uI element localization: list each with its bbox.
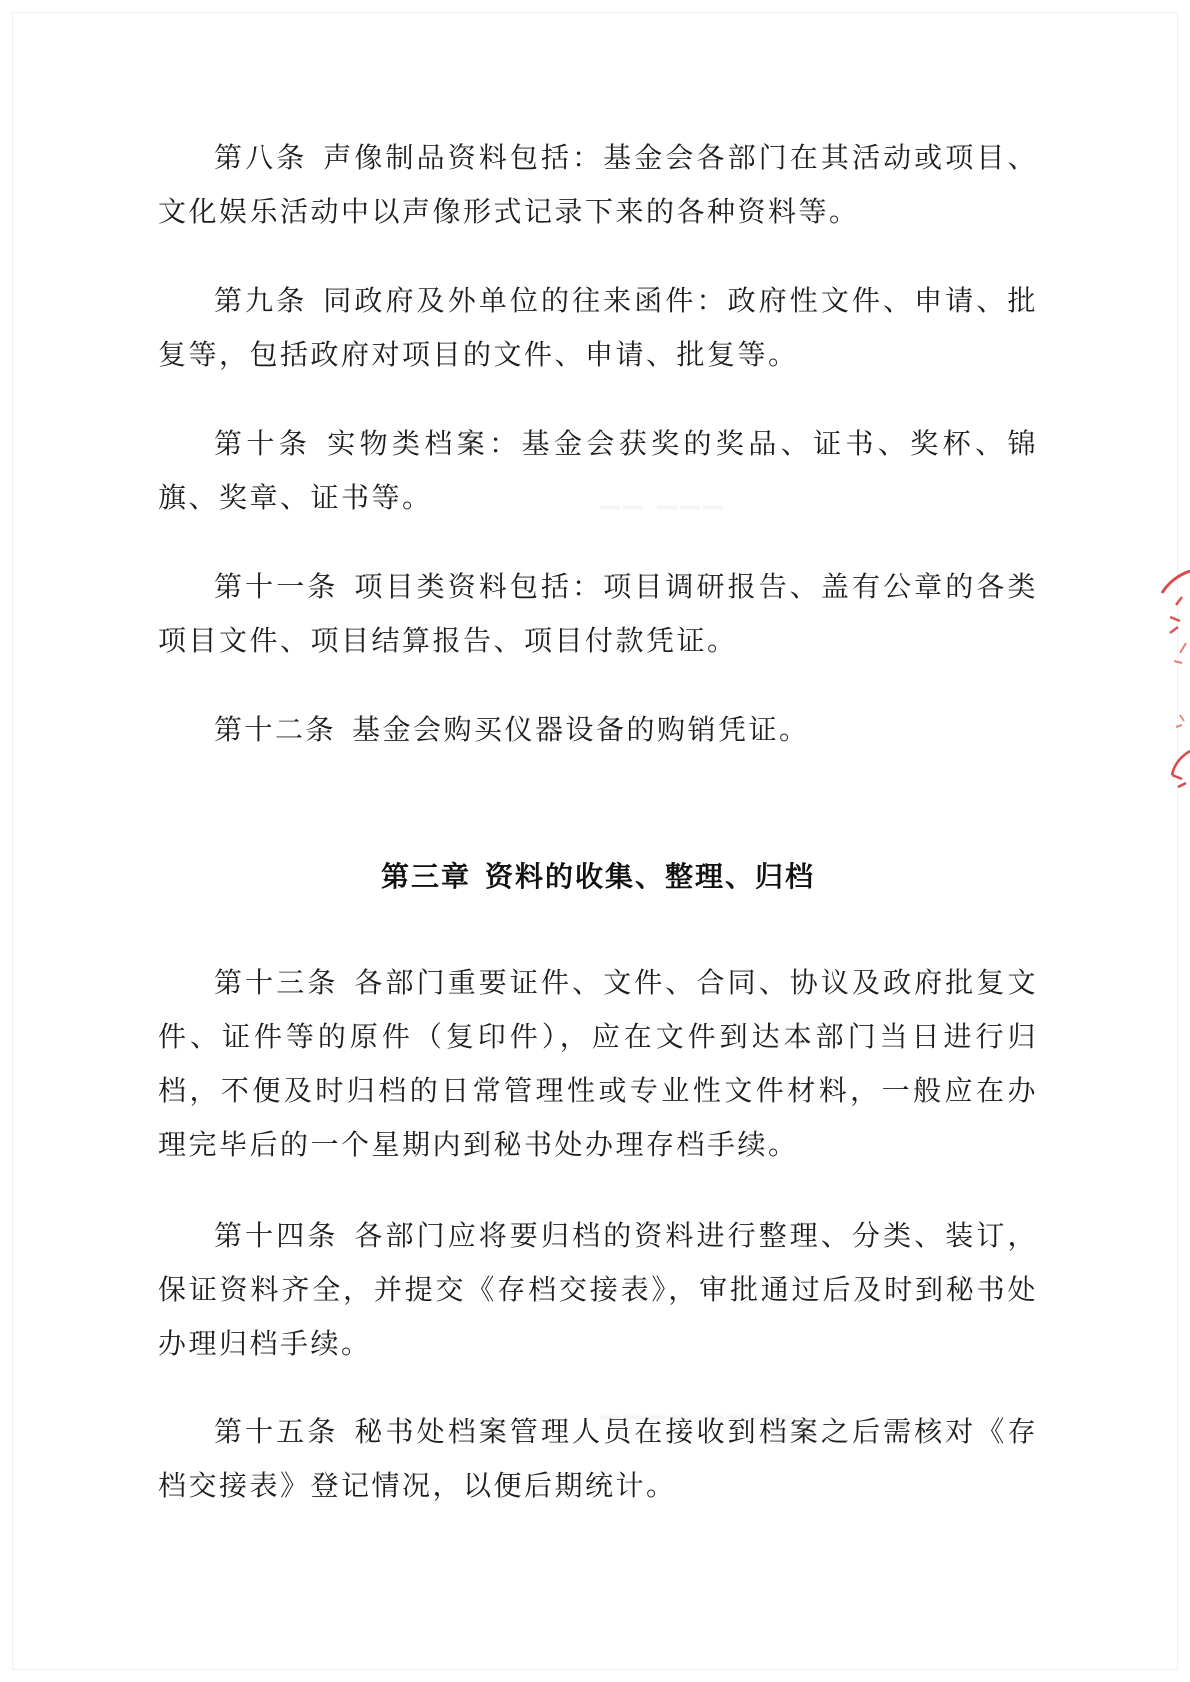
article-number: 第十一条 <box>214 570 339 603</box>
article-text: 声像制品资料包括：基金会各部门在其活动或项目、文化娱乐活动中以声像形式记录下来的各种资料等。 <box>158 141 1038 228</box>
article-text: 同政府及外单位的往来函件：政府性文件、申请、批复等，包括政府对项目的文件、申请、批复等。 <box>158 284 1038 371</box>
article-number: 第八条 <box>214 141 308 174</box>
article-text: 各部门应将要归档的资料进行整理、分类、装订，保证资料齐全，并提交《存档交接表》，审批通过后及时到秘书处办理归档手续。 <box>158 1219 1038 1360</box>
article-8 <box>158 131 1038 239</box>
article-14 <box>158 1209 1038 1371</box>
article-number: 第十四条 <box>214 1219 339 1252</box>
article-12 <box>158 703 1038 757</box>
article-text: 项目类资料包括：项目调研报告、盖有公章的各类项目文件、项目结算报告、项目付款凭证。 <box>158 570 1038 657</box>
chapter-heading <box>158 850 1038 904</box>
article-10 <box>158 417 1038 525</box>
article-number: 第十条 <box>214 427 312 460</box>
article-13 <box>158 956 1038 1172</box>
article-number: 第十三条 <box>214 966 339 999</box>
article-text: 秘书处档案管理人员在接收到档案之后需核对《存档交接表》登记情况，以便后期统计。 <box>158 1415 1038 1502</box>
article-number: 第十五条 <box>214 1415 339 1448</box>
seal-stamp-fragment <box>1156 565 1190 805</box>
article-text: 实物类档案：基金会获奖的奖品、证书、奖杯、锦旗、奖章、证书等。 <box>158 427 1038 514</box>
chapter-number: 第三章 <box>380 860 471 893</box>
article-11 <box>158 560 1038 668</box>
article-number: 第九条 <box>214 284 308 317</box>
chapter-title: 资料的收集、整理、归档 <box>485 860 816 893</box>
article-text: 基金会购买仪器设备的购销凭证。 <box>352 713 810 746</box>
article-text: 各部门重要证件、文件、合同、协议及政府批复文件、证件等的原件（复印件），应在文件到达本部门当日进行归档，不便及时归档的日常管理性或专业性文件材料，一般应在办理完毕后的一个星期内到秘书处办理存档手续。 <box>158 966 1038 1161</box>
article-number: 第十二条 <box>214 713 337 746</box>
article-9 <box>158 274 1038 382</box>
article-15 <box>158 1405 1038 1513</box>
